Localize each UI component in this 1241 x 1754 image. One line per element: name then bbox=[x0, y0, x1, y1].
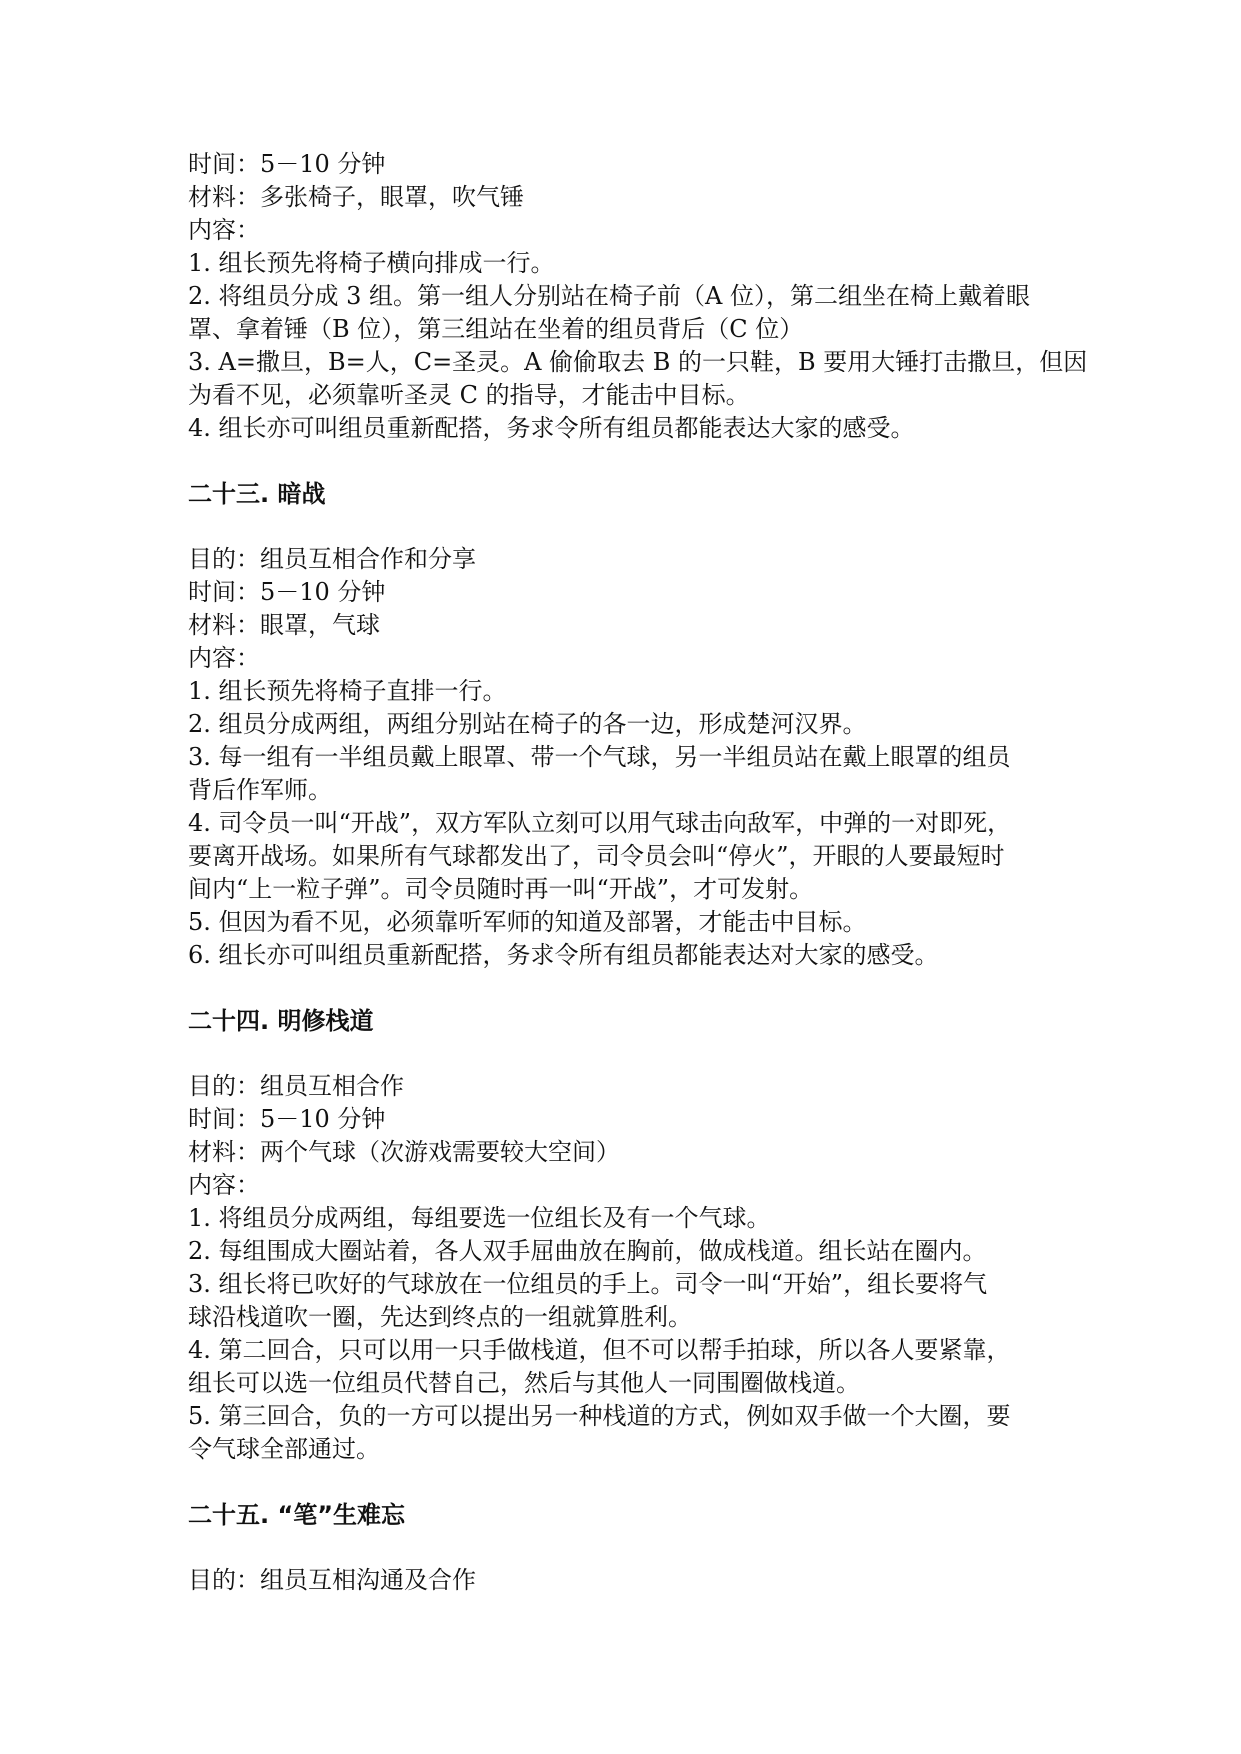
section-25-heading: 二十五. “笔”生难忘 bbox=[188, 1501, 406, 1529]
step-line: 2. 将组员分成 3 组。第一组人分别站在椅子前（A 位），第二组坐在椅上戴着眼 bbox=[188, 282, 1031, 310]
step-line: 4. 组长亦可叫组员重新配搭，务求令所有组员都能表达大家的感受。 bbox=[188, 414, 915, 442]
section-24-body bbox=[188, 1070, 1068, 1466]
section-22-body bbox=[188, 148, 1088, 445]
content-label: 内容： bbox=[188, 1171, 260, 1199]
step-line: 4. 第二回合，只可以用一只手做栈道，但不可以帮手拍球，所以各人要紧靠， bbox=[188, 1336, 1011, 1364]
section-24-heading: 二十四. 明修栈道 bbox=[188, 1007, 374, 1035]
step-line: 2. 每组围成大圈站着，各人双手屈曲放在胸前，做成栈道。组长站在圈内。 bbox=[188, 1237, 987, 1265]
step-line: 背后作军师。 bbox=[188, 776, 332, 804]
step-line: 要离开战场。如果所有气球都发出了，司令员会叫“停火”，开眼的人要最短时 bbox=[188, 842, 1005, 870]
step-line: 组长可以选一位组员代替自己，然后与其他人一同围圈做栈道。 bbox=[188, 1369, 860, 1397]
section-25-body bbox=[188, 1564, 1068, 1597]
step-line: 1. 组长预先将椅子横向排成一行。 bbox=[188, 249, 555, 277]
content-label: 内容： bbox=[188, 216, 260, 244]
document-page bbox=[188, 148, 1088, 1597]
time-line: 时间：5－10 分钟 bbox=[188, 1105, 386, 1133]
step-line: 罩、拿着锤（B 位），第三组站在坐着的组员背后（C 位） bbox=[188, 315, 804, 343]
content-label: 内容： bbox=[188, 644, 260, 672]
step-line: 6. 组长亦可叫组员重新配搭，务求令所有组员都能表达对大家的感受。 bbox=[188, 941, 939, 969]
step-line: 3. A=撒旦，B=人，C=圣灵。A 偷偷取去 B 的一只鞋，B 要用大锤打击撒旦，但因 bbox=[188, 348, 1088, 376]
step-line: 4. 司令员一叫“开战”，双方军队立刻可以用气球击向敌军，中弹的一对即死， bbox=[188, 809, 1012, 837]
step-line: 1. 将组员分成两组，每组要选一位组长及有一个气球。 bbox=[188, 1204, 771, 1232]
step-line: 球沿栈道吹一圈，先达到终点的一组就算胜利。 bbox=[188, 1303, 692, 1331]
materials-line: 材料：多张椅子，眼罩，吹气锤 bbox=[188, 183, 524, 211]
step-line: 为看不见，必须靠听圣灵 C 的指导，才能击中目标。 bbox=[188, 381, 750, 409]
step-line: 5. 第三回合，负的一方可以提出另一种栈道的方式，例如双手做一个大圈，要 bbox=[188, 1402, 1011, 1430]
section-23-heading: 二十三. 暗战 bbox=[188, 480, 326, 508]
step-line: 5. 但因为看不见，必须靠听军师的知道及部署，才能击中目标。 bbox=[188, 908, 867, 936]
materials-line: 材料：眼罩，气球 bbox=[188, 611, 380, 639]
step-line: 1. 组长预先将椅子直排一行。 bbox=[188, 677, 507, 705]
materials-line: 材料：两个气球（次游戏需要较大空间） bbox=[188, 1138, 620, 1166]
step-line: 3. 每一组有一半组员戴上眼罩、带一个气球，另一半组员站在戴上眼罩的组员 bbox=[188, 743, 1011, 771]
time-line: 时间：5－10 分钟 bbox=[188, 578, 386, 606]
step-line: 间内“上一粒子弹”。司令员随时再一叫“开战”，才可发射。 bbox=[188, 875, 814, 903]
step-line: 令气球全部通过。 bbox=[188, 1435, 380, 1463]
purpose-line: 目的：组员互相沟通及合作 bbox=[188, 1566, 476, 1594]
section-23-body bbox=[188, 543, 1068, 972]
step-line: 2. 组员分成两组，两组分别站在椅子的各一边，形成楚河汉界。 bbox=[188, 710, 867, 738]
purpose-line: 目的：组员互相合作和分享 bbox=[188, 545, 476, 573]
step-line: 3. 组长将已吹好的气球放在一位组员的手上。司令一叫“开始”，组长要将气 bbox=[188, 1270, 988, 1298]
purpose-line: 目的：组员互相合作 bbox=[188, 1072, 404, 1100]
time-line: 时间：5－10 分钟 bbox=[188, 150, 386, 178]
